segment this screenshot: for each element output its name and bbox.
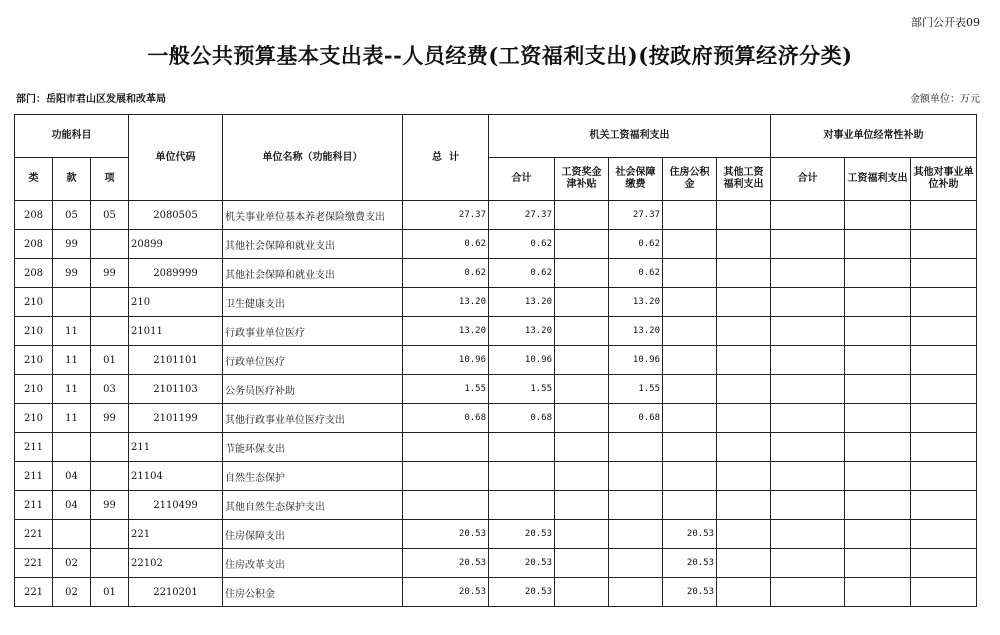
cell-a-other [717,230,771,259]
cell-b-other [911,375,977,404]
cell-total: 13.20 [403,317,489,346]
cell-a-housing [663,201,717,230]
cell-a-bonus [555,201,609,230]
amount-unit-label: 金额单位：万元 [910,94,980,105]
header-a-bonus: 工资奖金津补贴 [555,158,609,201]
cell-a-other [717,491,771,520]
cell-kuan: 02 [53,549,91,578]
cell-b-sum [771,346,845,375]
cell-unit-code: 2210201 [129,578,223,607]
cell-kuan: 11 [53,346,91,375]
cell-unit-name: 其他自然生态保护支出 [223,491,403,520]
cell-b-wage [845,433,911,462]
cell-unit-name: 机关事业单位基本养老保险缴费支出 [223,201,403,230]
header-b-wage: 工资福利支出 [845,158,911,201]
cell-kuan: 11 [53,317,91,346]
cell-b-sum [771,230,845,259]
cell-b-wage [845,462,911,491]
page-title: 一般公共预算基本支出表--人员经费(工资福利支出)(按政府预算经济分类) [147,43,853,68]
cell-total [403,433,489,462]
table-row [15,491,977,520]
cell-b-other [911,520,977,549]
cell-unit-name: 住房公积金 [223,578,403,607]
cell-kuan: 11 [53,404,91,433]
header-group-agency-wages: 机关工资福利支出 [489,115,771,158]
cell-a-bonus [555,317,609,346]
cell-total [403,462,489,491]
cell-a-social: 0.62 [609,230,663,259]
cell-xiang: 05 [91,201,129,230]
cell-xiang [91,462,129,491]
cell-lei: 208 [15,259,53,288]
cell-b-sum [771,520,845,549]
cell-a-housing [663,259,717,288]
cell-b-other [911,317,977,346]
cell-b-wage [845,404,911,433]
cell-a-bonus [555,462,609,491]
cell-b-wage [845,375,911,404]
cell-total: 20.53 [403,578,489,607]
cell-a-other [717,375,771,404]
cell-kuan: 02 [53,578,91,607]
cell-unit-code: 2101199 [129,404,223,433]
cell-a-housing [663,433,717,462]
cell-b-sum [771,578,845,607]
cell-b-other [911,346,977,375]
table-row [15,288,977,317]
cell-lei: 210 [15,317,53,346]
header-lei: 类 [15,158,53,201]
cell-unit-name: 公务员医疗补助 [223,375,403,404]
cell-a-sum: 27.37 [489,201,555,230]
cell-a-other [717,549,771,578]
cell-a-other [717,259,771,288]
table-row [15,462,977,491]
cell-unit-name: 其他社会保障和就业支出 [223,230,403,259]
header-a-housing: 住房公积金 [663,158,717,201]
cell-b-wage [845,259,911,288]
header-b-other: 其他对事业单位补助 [911,158,977,201]
cell-lei: 210 [15,346,53,375]
cell-a-housing [663,230,717,259]
cell-a-sum [489,433,555,462]
table-row [15,375,977,404]
cell-a-bonus [555,520,609,549]
cell-a-social [609,578,663,607]
cell-b-wage [845,491,911,520]
cell-a-housing [663,462,717,491]
table-row [15,520,977,549]
department-label: 部门：岳阳市君山区发展和改革局 [16,94,166,105]
cell-lei: 221 [15,520,53,549]
cell-b-other [911,404,977,433]
cell-b-other [911,491,977,520]
cell-unit-code: 2089999 [129,259,223,288]
cell-lei: 211 [15,433,53,462]
header-unit-code: 单位代码 [129,115,223,201]
cell-b-other [911,288,977,317]
cell-lei: 221 [15,549,53,578]
cell-a-sum: 0.62 [489,230,555,259]
header-a-other: 其他工资福利支出 [717,158,771,201]
cell-a-social [609,433,663,462]
cell-a-social: 1.55 [609,375,663,404]
cell-unit-name: 自然生态保护 [223,462,403,491]
cell-unit-code: 221 [129,520,223,549]
cell-a-other [717,404,771,433]
cell-a-social [609,462,663,491]
cell-xiang: 03 [91,375,129,404]
cell-a-social: 13.20 [609,317,663,346]
cell-kuan: 99 [53,230,91,259]
cell-unit-code: 2101101 [129,346,223,375]
cell-b-other [911,201,977,230]
cell-a-other [717,317,771,346]
cell-a-bonus [555,578,609,607]
cell-kuan: 05 [53,201,91,230]
cell-unit-name: 住房保障支出 [223,520,403,549]
form-number: 部门公开表09 [911,16,980,29]
cell-a-sum [489,462,555,491]
cell-unit-code: 22102 [129,549,223,578]
cell-unit-code: 21011 [129,317,223,346]
cell-lei: 221 [15,578,53,607]
table-row [15,317,977,346]
cell-kuan [53,520,91,549]
cell-kuan: 04 [53,491,91,520]
cell-lei: 208 [15,201,53,230]
cell-lei: 210 [15,404,53,433]
cell-a-sum: 13.20 [489,317,555,346]
cell-kuan [53,433,91,462]
cell-total: 27.37 [403,201,489,230]
cell-b-sum [771,462,845,491]
cell-b-wage [845,578,911,607]
cell-unit-name: 卫生健康支出 [223,288,403,317]
cell-a-housing: 20.53 [663,520,717,549]
cell-a-sum: 20.53 [489,520,555,549]
cell-xiang: 99 [91,259,129,288]
cell-a-social [609,491,663,520]
cell-unit-code: 2101103 [129,375,223,404]
cell-total: 0.62 [403,259,489,288]
table-row [15,346,977,375]
cell-unit-name: 住房改革支出 [223,549,403,578]
cell-xiang: 99 [91,404,129,433]
cell-unit-name: 其他社会保障和就业支出 [223,259,403,288]
header-func-subject: 功能科目 [15,115,129,158]
cell-kuan [53,288,91,317]
table-row [15,201,977,230]
table-row [15,404,977,433]
cell-xiang: 01 [91,578,129,607]
table-body [15,201,977,607]
cell-total [403,491,489,520]
cell-b-sum [771,288,845,317]
cell-a-other [717,288,771,317]
cell-total: 0.68 [403,404,489,433]
budget-table [14,114,977,607]
cell-b-sum [771,375,845,404]
cell-unit-code: 2110499 [129,491,223,520]
cell-a-bonus [555,404,609,433]
cell-xiang [91,433,129,462]
table-row [15,549,977,578]
cell-a-housing [663,375,717,404]
cell-a-bonus [555,346,609,375]
cell-a-bonus [555,375,609,404]
cell-xiang [91,549,129,578]
cell-b-sum [771,201,845,230]
cell-lei: 210 [15,288,53,317]
cell-b-other [911,230,977,259]
cell-a-other [717,346,771,375]
cell-a-sum: 13.20 [489,288,555,317]
cell-lei: 211 [15,462,53,491]
cell-b-wage [845,549,911,578]
cell-b-wage [845,346,911,375]
cell-a-housing [663,404,717,433]
cell-a-bonus [555,491,609,520]
cell-b-sum [771,491,845,520]
cell-a-bonus [555,259,609,288]
cell-a-other [717,520,771,549]
table-row [15,433,977,462]
cell-b-sum [771,433,845,462]
header-group-subsidy: 对事业单位经常性补助 [771,115,977,158]
cell-a-bonus [555,288,609,317]
cell-a-sum: 20.53 [489,578,555,607]
cell-kuan: 04 [53,462,91,491]
cell-unit-code: 21104 [129,462,223,491]
cell-kuan: 11 [53,375,91,404]
cell-a-sum: 0.68 [489,404,555,433]
cell-xiang [91,288,129,317]
cell-a-bonus [555,433,609,462]
cell-b-wage [845,230,911,259]
cell-xiang [91,317,129,346]
cell-b-other [911,462,977,491]
cell-unit-code: 210 [129,288,223,317]
cell-b-wage [845,520,911,549]
table-row [15,230,977,259]
cell-xiang [91,230,129,259]
cell-total: 20.53 [403,549,489,578]
header-total: 总 计 [403,115,489,201]
header-a-social: 社会保障缴费 [609,158,663,201]
cell-b-sum [771,404,845,433]
header-kuan: 款 [53,158,91,201]
cell-total: 0.62 [403,230,489,259]
cell-unit-name: 行政事业单位医疗 [223,317,403,346]
cell-a-social: 0.62 [609,259,663,288]
cell-a-housing: 20.53 [663,578,717,607]
cell-a-bonus [555,549,609,578]
cell-b-sum [771,549,845,578]
cell-unit-name: 行政单位医疗 [223,346,403,375]
cell-b-wage [845,288,911,317]
cell-a-other [717,462,771,491]
cell-b-wage [845,317,911,346]
cell-b-wage [845,201,911,230]
cell-total: 13.20 [403,288,489,317]
table-row [15,259,977,288]
cell-xiang: 99 [91,491,129,520]
cell-kuan: 99 [53,259,91,288]
cell-a-sum: 1.55 [489,375,555,404]
cell-a-social: 0.68 [609,404,663,433]
cell-total: 1.55 [403,375,489,404]
header-b-sum: 合计 [771,158,845,201]
cell-a-social: 13.20 [609,288,663,317]
header-unit-name: 单位名称（功能科目） [223,115,403,201]
cell-a-sum: 20.53 [489,549,555,578]
cell-lei: 211 [15,491,53,520]
cell-b-other [911,549,977,578]
cell-xiang [91,520,129,549]
cell-b-sum [771,259,845,288]
cell-b-other [911,259,977,288]
header-a-sum: 合计 [489,158,555,201]
cell-a-social: 10.96 [609,346,663,375]
cell-a-social [609,549,663,578]
cell-a-housing [663,491,717,520]
header-xiang: 项 [91,158,129,201]
cell-xiang: 01 [91,346,129,375]
cell-a-other [717,578,771,607]
cell-unit-name: 节能环保支出 [223,433,403,462]
cell-unit-name: 其他行政事业单位医疗支出 [223,404,403,433]
cell-a-sum: 0.62 [489,259,555,288]
cell-a-housing: 20.53 [663,549,717,578]
cell-a-social [609,520,663,549]
cell-unit-code: 2080505 [129,201,223,230]
cell-a-sum: 10.96 [489,346,555,375]
cell-a-social: 27.37 [609,201,663,230]
cell-lei: 210 [15,375,53,404]
cell-b-sum [771,317,845,346]
cell-lei: 208 [15,230,53,259]
table-row [15,578,977,607]
cell-a-housing [663,288,717,317]
cell-a-other [717,433,771,462]
cell-a-housing [663,317,717,346]
cell-b-other [911,433,977,462]
cell-a-other [717,201,771,230]
cell-total: 10.96 [403,346,489,375]
cell-a-housing [663,346,717,375]
cell-a-sum [489,491,555,520]
cell-a-bonus [555,230,609,259]
cell-total: 20.53 [403,520,489,549]
cell-b-other [911,578,977,607]
cell-unit-code: 211 [129,433,223,462]
cell-unit-code: 20899 [129,230,223,259]
